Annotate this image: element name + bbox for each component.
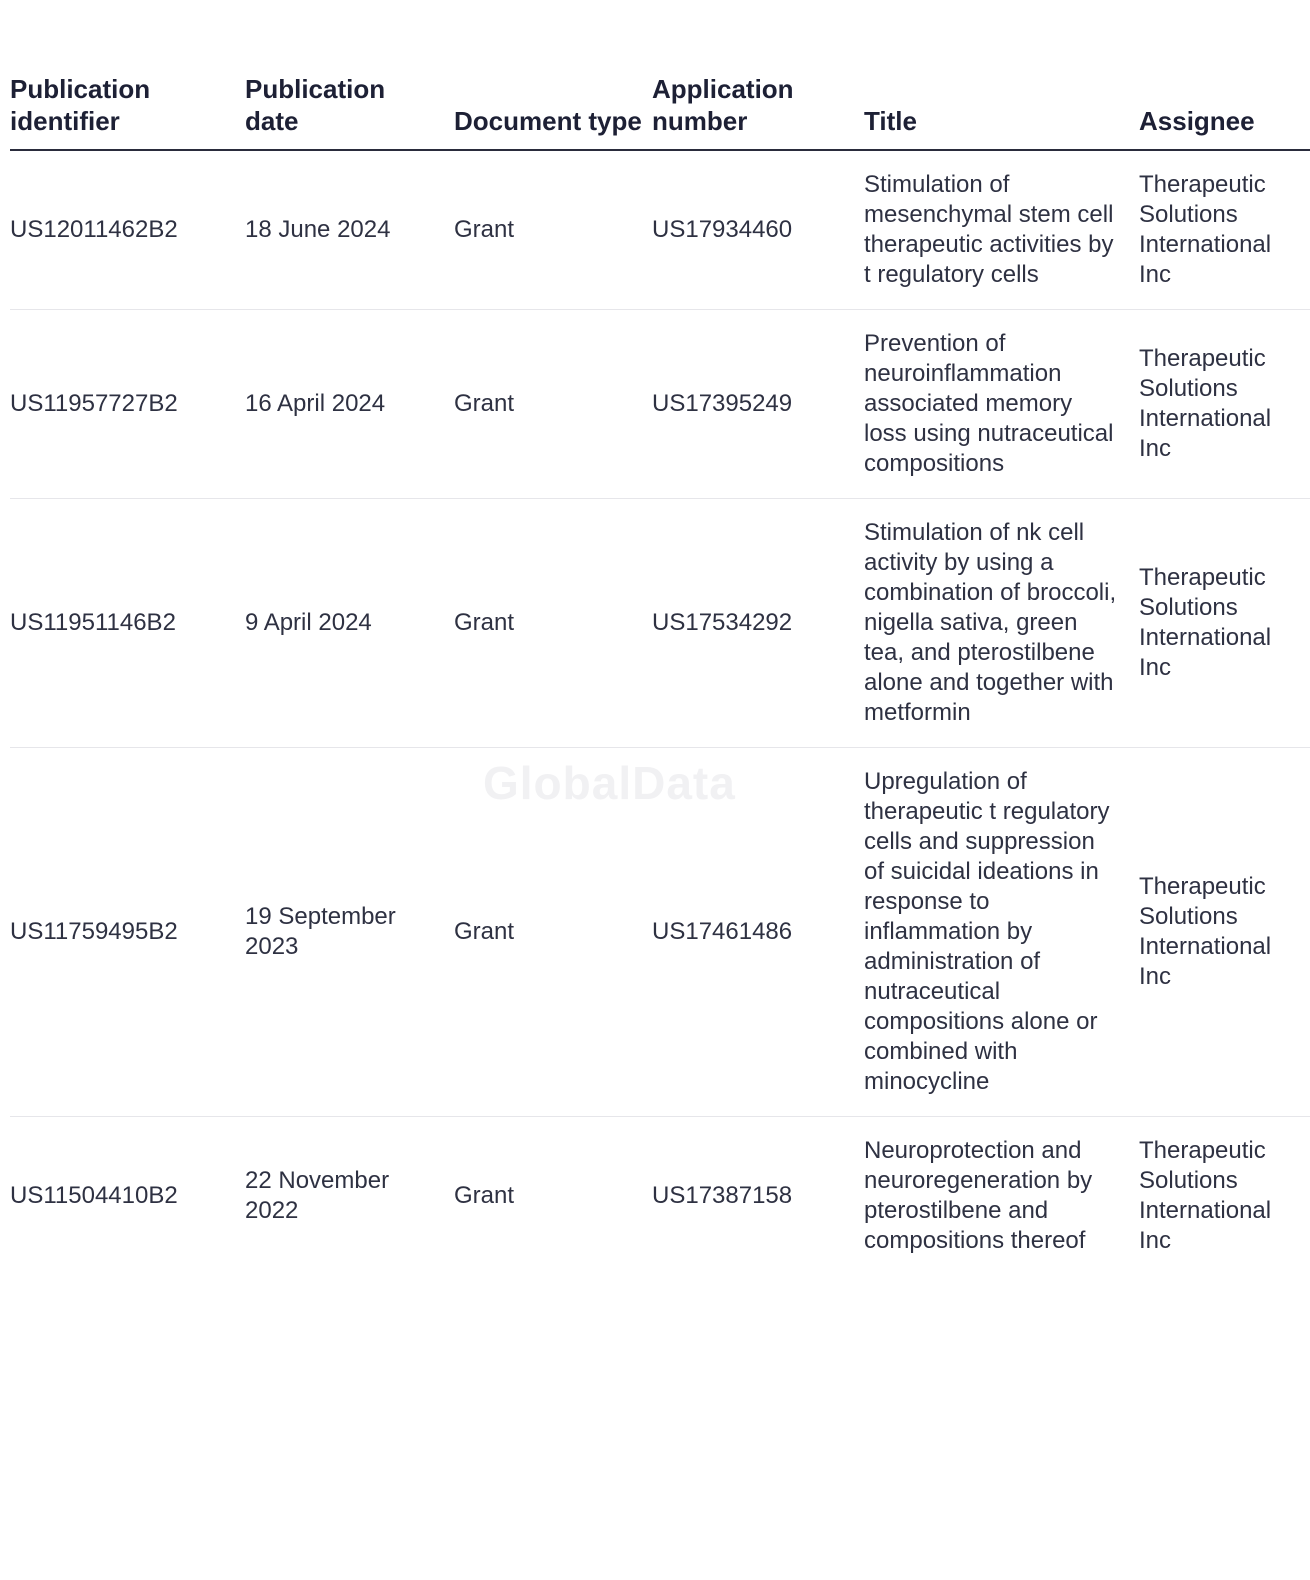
publication-date-cell: 9 April 2024 bbox=[245, 499, 454, 748]
table-row bbox=[10, 748, 1310, 1117]
title-cell: Neuroprotection and neuroregeneration by pterostilbene and compositions thereof bbox=[864, 1137, 1093, 1254]
publication-identifier-cell: US11957727B2 bbox=[10, 310, 245, 499]
publication-date-cell: 19 September 2023 bbox=[245, 748, 454, 1117]
header-document-type: Document type bbox=[454, 73, 652, 150]
table-row bbox=[10, 499, 1310, 748]
header-application-number: Application number bbox=[652, 73, 864, 150]
publication-date-cell: 22 November 2022 bbox=[245, 1167, 390, 1224]
header-assignee: Assignee bbox=[1139, 73, 1310, 150]
globaldata-watermark: GlobalData bbox=[483, 757, 736, 809]
table-row bbox=[10, 1117, 1310, 1276]
application-number-cell: US17395249 bbox=[652, 310, 864, 499]
publication-identifier-cell: US11759495B2 bbox=[10, 748, 245, 1117]
document-type-cell: Grant bbox=[454, 499, 652, 748]
title-cell: Prevention of neuroinflammation associated memory loss using nutraceutical compositions bbox=[864, 310, 1139, 499]
title-cell: Stimulation of nk cell activity by using a combination of broccoli, nigella sativa, green tea, and pterostilbene alone and together with metformin bbox=[864, 499, 1139, 748]
title-cell: Stimulation of mesenchymal stem cell therapeutic activities by t regulatory cells bbox=[864, 150, 1139, 310]
application-number-cell: US17534292 bbox=[652, 499, 864, 748]
assignee-cell: Therapeutic Solutions International Inc bbox=[1139, 150, 1310, 310]
assignee-cell: Therapeutic Solutions International Inc bbox=[1139, 499, 1310, 748]
document-type-cell: Grant bbox=[454, 310, 652, 499]
header-publication-identifier: Publication identifier bbox=[10, 73, 245, 150]
table-row bbox=[10, 150, 1310, 310]
publication-date-cell: 18 June 2024 bbox=[245, 150, 454, 310]
table-header-row bbox=[10, 73, 1310, 150]
table-row bbox=[10, 310, 1310, 499]
document-type-cell: Grant bbox=[454, 1182, 515, 1209]
document-type-cell: Grant bbox=[454, 150, 652, 310]
assignee-cell: Therapeutic Solutions International Inc bbox=[1139, 748, 1310, 1117]
header-title: Title bbox=[864, 73, 1139, 150]
document-type-cell: Grant bbox=[454, 748, 652, 1117]
publication-date-cell: 16 April 2024 bbox=[245, 310, 454, 499]
application-number-cell: US17461486 bbox=[652, 748, 864, 1117]
assignee-cell: Therapeutic Solutions International Inc bbox=[1139, 310, 1310, 499]
assignee-cell: Therapeutic Solutions International Inc bbox=[1139, 1137, 1272, 1254]
patent-table-container bbox=[10, 0, 1272, 1580]
publication-identifier-cell: US12011462B2 bbox=[10, 150, 245, 310]
publication-identifier-cell: US11504410B2 bbox=[10, 1182, 178, 1209]
application-number-cell: US17387158 bbox=[652, 1182, 793, 1209]
title-cell: Upregulation of therapeutic t regulatory cells and suppression of suicidal ideations in response to inflammation by administration of nutraceutical compositions alone or combined with minocycline bbox=[864, 748, 1139, 1117]
patent-table bbox=[10, 73, 1310, 1275]
application-number-cell: US17934460 bbox=[652, 150, 864, 310]
header-publication-date: Publication date bbox=[245, 73, 454, 150]
publication-identifier-cell: US11951146B2 bbox=[10, 499, 245, 748]
